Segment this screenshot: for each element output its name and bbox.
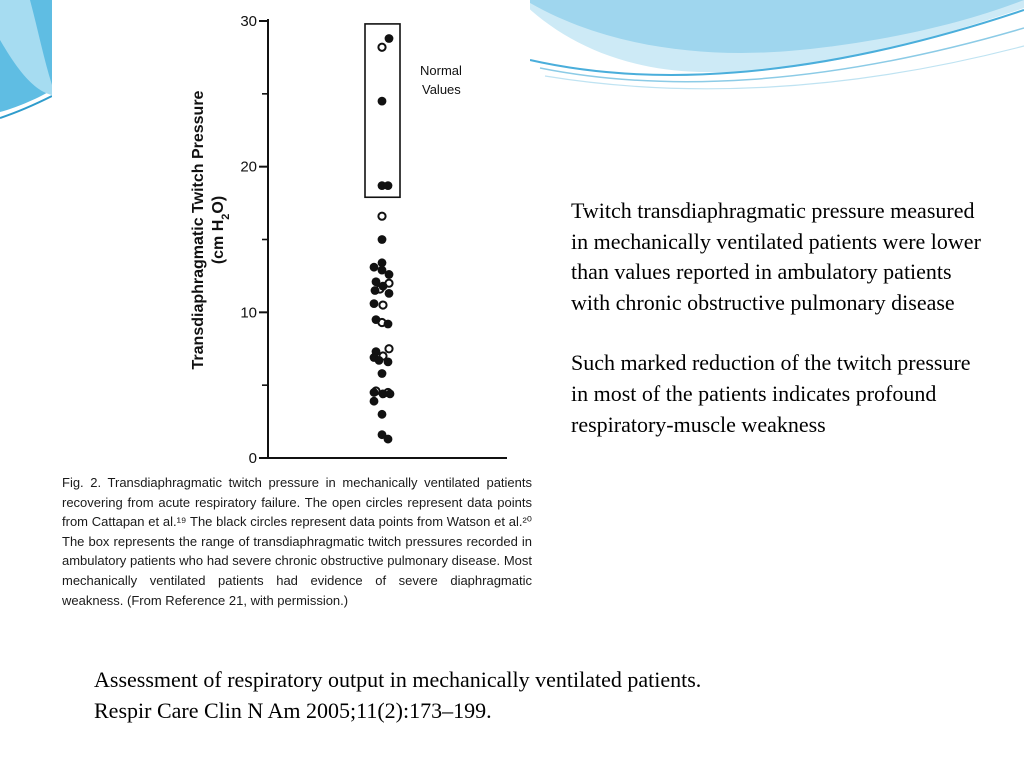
figure-caption: Fig. 2. Transdiaphragmatic twitch pressure in mechanically ventilated patients recovering from acute respiratory failure. The open circles represent data points from Cattapan et al.¹⁹ The black circles represent data points from Watson et al.²⁰ The box represents the range of transdiaphragmatic twitch pressures recorded in ambulatory patients who had severe chronic obstructive pulmonary disease. Most mechanically ventilated patients had evidence of severe diaphragmatic weakness. (From Reference 21, with permission.)	[62, 475, 532, 608]
filled-circle-point	[379, 282, 388, 291]
open-circle-point	[378, 44, 385, 51]
y-tick-label: 0	[248, 450, 257, 467]
filled-circle-point	[385, 34, 394, 43]
open-circle-point	[385, 345, 392, 352]
y-tick-label: 20	[240, 158, 257, 176]
filled-circle-point	[384, 357, 393, 366]
open-circle-point	[378, 213, 385, 220]
filled-circle-point	[375, 356, 384, 365]
data-points-group	[370, 34, 395, 443]
open-circle-point	[379, 301, 386, 308]
filled-circle-point	[378, 369, 387, 378]
filled-circle-point	[384, 435, 393, 444]
box-label-line2: Values	[422, 81, 461, 97]
filled-circle-point	[378, 97, 387, 106]
filled-circle-point	[371, 286, 380, 295]
box-label-line1: Normal	[420, 62, 462, 78]
filled-circle-point	[370, 263, 379, 272]
citation-reference: Respir Care Clin N Am 2005;11(2):173–199.	[94, 698, 492, 723]
filled-circle-point	[385, 270, 394, 279]
filled-circle-point	[384, 181, 393, 190]
y-axis-unit-label: (cm $H_2O$)	[210, 195, 232, 265]
citation-title: Assessment of respiratory output in mechanically ventilated patients.	[94, 667, 702, 692]
filled-circle-point	[384, 320, 393, 329]
scatter-chart	[52, 0, 530, 470]
figure-panel	[52, 0, 530, 655]
summary-text	[571, 196, 991, 470]
filled-circle-point	[370, 299, 379, 308]
y-tick-label: 10	[240, 304, 257, 322]
filled-circle-point	[385, 289, 394, 298]
citation	[94, 664, 954, 726]
filled-circle-point	[370, 397, 379, 406]
filled-circle-point	[378, 410, 387, 419]
summary-paragraph-1: Twitch transdiaphragmatic pressure measured in mechanically ventilated patients were lower than values reported in ambulatory patients with chronic obstructive pulmonary disease	[571, 198, 981, 315]
filled-circle-point	[370, 388, 379, 397]
y-tick-label: 30	[240, 13, 257, 30]
filled-circle-point	[378, 235, 387, 244]
y-axis-label: Transdiaphragmatic Twitch Pressure	[190, 90, 207, 370]
filled-circle-point	[372, 315, 381, 324]
filled-circle-point	[386, 390, 395, 399]
summary-paragraph-2: Such marked reduction of the twitch pressure in most of the patients indicates profound respiratory-muscle weakness	[571, 350, 971, 437]
